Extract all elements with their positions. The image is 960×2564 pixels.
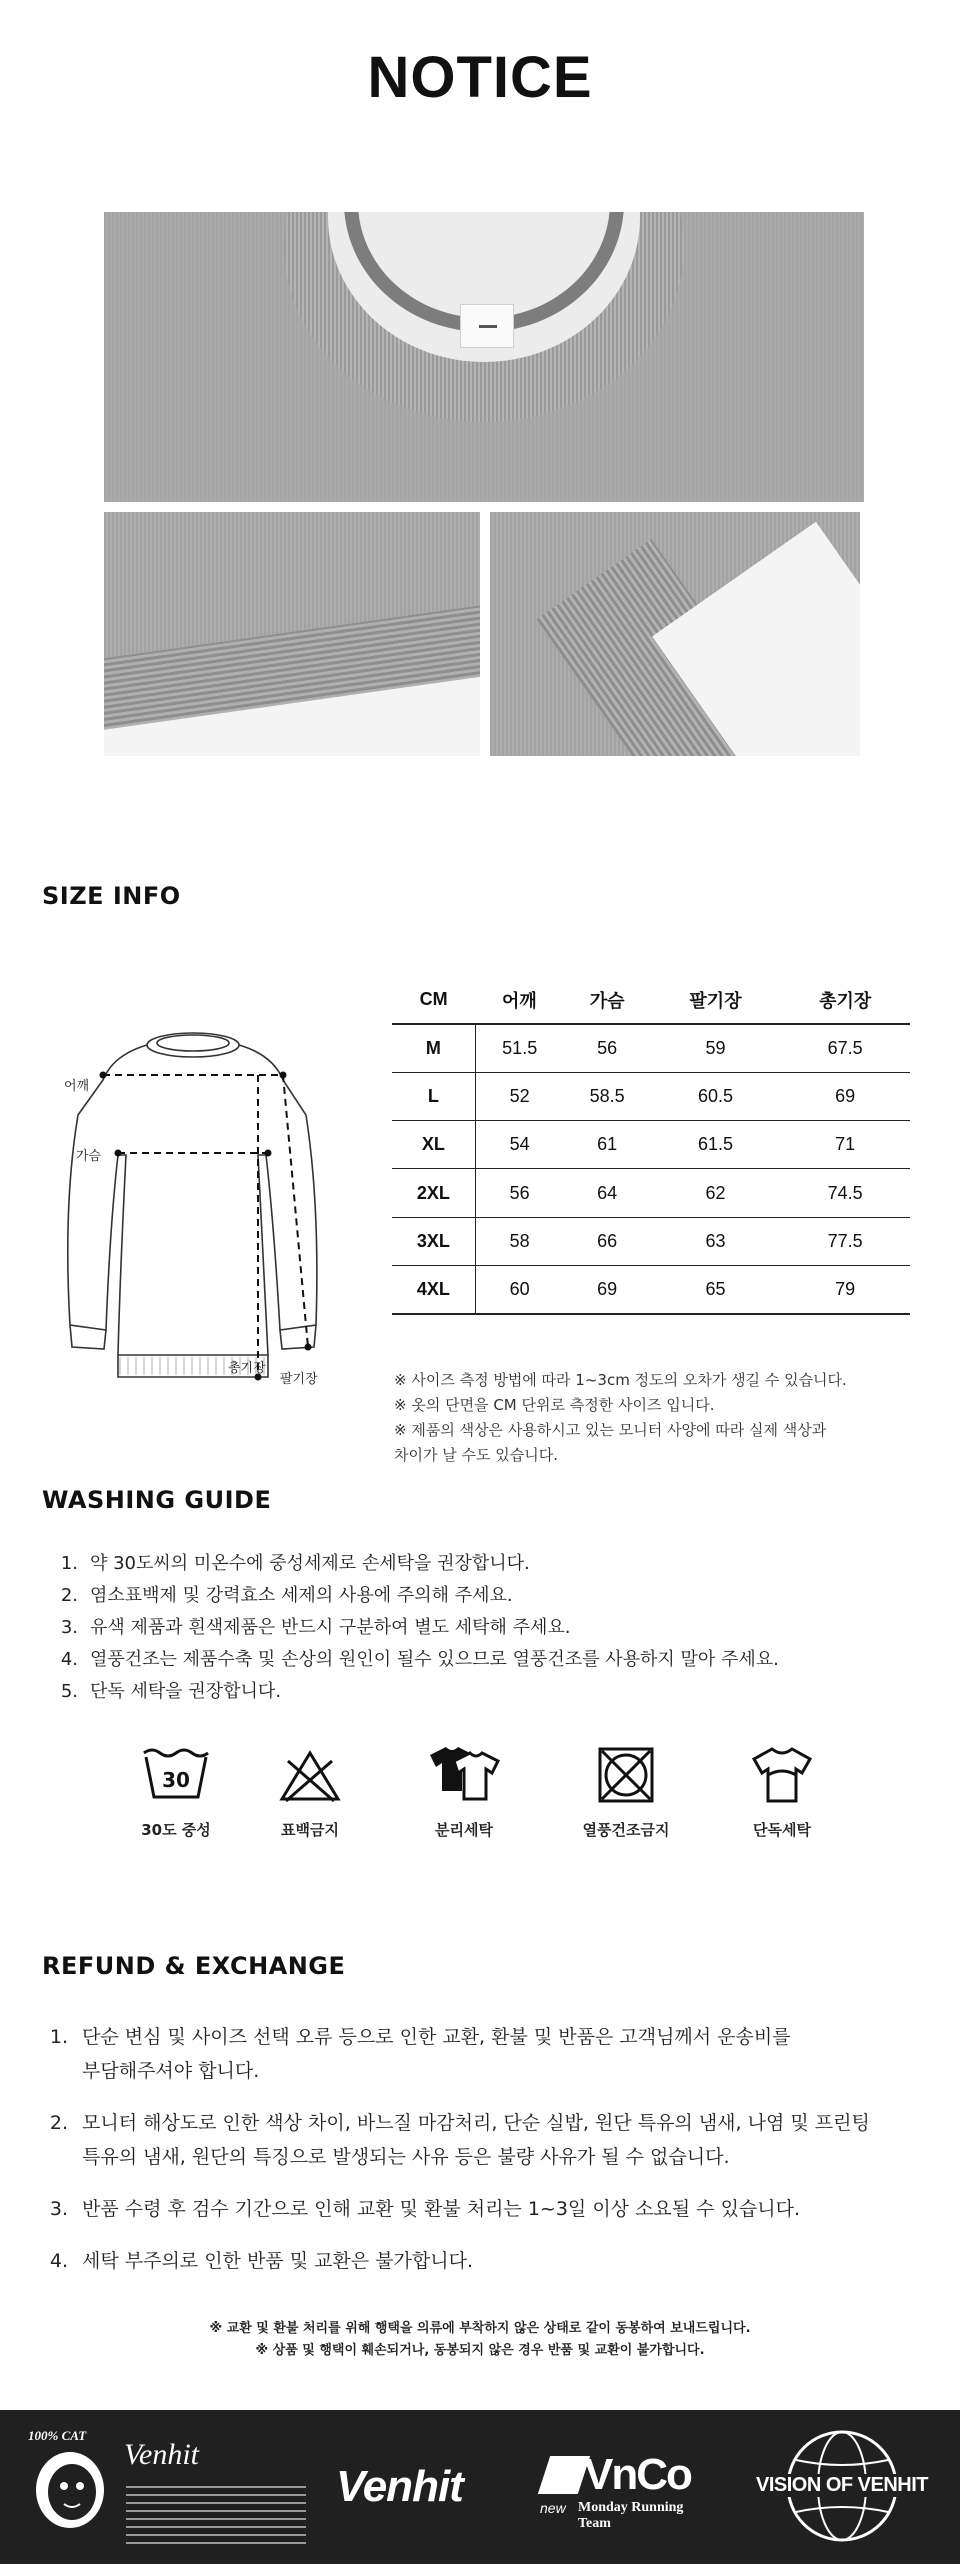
size-table-header-row (392, 976, 910, 1024)
table-cell: 77.5 (780, 1217, 910, 1265)
size-note: 차이가 날 수도 있습니다. (394, 1446, 558, 1464)
list-item: 3. 유색 제품과 흰색제품은 반드시 구분하여 별도 세탁해 주세요. (60, 1617, 571, 1638)
refund-list (40, 2020, 920, 2278)
table-cell: 51.5 (475, 1024, 563, 1072)
refund-exchange-title: REFUND & EXCHANGE (42, 1952, 346, 1980)
table-cell: 71 (780, 1121, 910, 1169)
table-cell: 54 (475, 1121, 563, 1169)
table-cell: 64 (564, 1169, 651, 1217)
cat-portrait-icon (28, 2450, 112, 2536)
neck-label-tag (460, 304, 514, 348)
table-cell: 61.5 (651, 1121, 781, 1169)
vision-of-venhit-logo: VISION OF VENHIT (752, 2426, 932, 2550)
table-cell: 69 (780, 1072, 910, 1120)
diagram-label-shoulder: 어깨 (64, 1079, 90, 1094)
svg-text:30: 30 (162, 1768, 190, 1792)
table-cell: 63 (651, 1217, 781, 1265)
size-label: XL (392, 1121, 475, 1169)
table-cell: 58 (475, 1217, 563, 1265)
table-row (392, 1217, 910, 1265)
table-row (392, 1169, 910, 1217)
table-cell: 79 (780, 1265, 910, 1313)
page-title: NOTICE (367, 45, 593, 110)
list-item: 4. 열풍건조는 제품수축 및 손상의 원인이 될수 있으므로 열풍건조를 사용하지 말아 주세요. (60, 1649, 779, 1670)
brand-footer (0, 2410, 960, 2564)
refund-notes (0, 2318, 960, 2362)
size-label: 3XL (392, 1217, 475, 1265)
table-row (392, 1072, 910, 1120)
size-table-header: CM (392, 976, 475, 1024)
care-item (404, 1745, 524, 1840)
washing-guide-list (50, 1548, 930, 1708)
table-cell: 58.5 (564, 1072, 651, 1120)
table-cell: 60.5 (651, 1072, 781, 1120)
cuff-detail-photo (490, 512, 860, 756)
list-item: 2. 모니터 해상도로 인한 색상 차이, 바느질 마감처리, 단순 실밥, 원단 특유의 냄새, 나염 및 프린팅 특유의 냄새, 원단의 특징으로 발생되는 사유 등은 불량 사유가 될 수 없습니다. (49, 2112, 870, 2168)
size-table-header: 가슴 (564, 976, 651, 1024)
size-note: ※ 제품의 색상은 사용하시고 있는 모니터 사양에 따라 실제 색상과 (394, 1421, 827, 1439)
size-label: 4XL (392, 1265, 475, 1313)
care-label: 표백금지 (281, 1821, 339, 1839)
refund-note: ※ 교환 및 환불 처리를 위해 행택을 의류에 부착하지 않은 상태로 같이 동봉하여 보내드립니다. (209, 2321, 751, 2336)
size-label: 2XL (392, 1169, 475, 1217)
separate-wash-icon (424, 1745, 504, 1805)
logo-badge-text: 100% CAT (28, 2428, 87, 2443)
table-cell: 56 (564, 1024, 651, 1072)
vnco-logo: VnCo new Monday Running Team (540, 2450, 710, 2540)
table-cell: 62 (651, 1169, 781, 1217)
table-cell: 60 (475, 1265, 563, 1313)
care-icons (0, 1745, 960, 1855)
list-item: 1. 약 30도씨의 미온수에 중성세제로 손세탁을 권장합니다. (60, 1553, 530, 1574)
table-cell: 66 (564, 1217, 651, 1265)
size-table (392, 976, 910, 1315)
list-item: 2. 염소표백제 및 강력효소 세제의 사용에 주의해 주세요. (60, 1585, 513, 1606)
table-cell: 69 (564, 1265, 651, 1313)
no-bleach-icon (278, 1745, 342, 1805)
size-note: ※ 사이즈 측정 방법에 따라 1~3cm 정도의 오차가 생길 수 있습니다. (394, 1371, 847, 1389)
size-table-header: 팔기장 (651, 976, 781, 1024)
sweatshirt-outline-icon (58, 1025, 338, 1405)
hem-detail-photo (104, 512, 480, 756)
care-item (722, 1745, 842, 1840)
single-wash-icon (750, 1745, 814, 1805)
care-item (566, 1745, 686, 1840)
care-label: 단독세탁 (753, 1821, 811, 1839)
care-item (116, 1745, 236, 1840)
size-notes (394, 1368, 914, 1468)
table-cell: 74.5 (780, 1169, 910, 1217)
diagram-label-sleeve: 팔기장 (280, 1372, 318, 1387)
diagram-label-chest: 가슴 (76, 1149, 102, 1164)
table-cell: 61 (564, 1121, 651, 1169)
table-cell: 65 (651, 1265, 781, 1313)
venhit-logo: Venhit (336, 2462, 463, 2511)
table-cell: 56 (475, 1169, 563, 1217)
no-tumble-dry-icon (594, 1745, 658, 1805)
list-item: 4. 세탁 부주의로 인한 반품 및 교환은 불가합니다. (49, 2250, 474, 2272)
list-item: 1. 단순 변심 및 사이즈 선택 오류 등으로 인한 교환, 환불 및 반품은 고객님께서 운송비를 부담해주셔야 합니다. (49, 2026, 791, 2082)
size-note: ※ 옷의 단면을 CM 단위로 측정한 사이즈 입니다. (394, 1396, 715, 1414)
size-info-title: SIZE INFO (42, 882, 181, 910)
refund-note: ※ 상품 및 행택이 훼손되거나, 동봉되지 않은 경우 반품 및 교환이 불가합니다. (255, 2343, 705, 2358)
list-item: 5. 단독 세탁을 권장합니다. (60, 1681, 282, 1702)
table-cell: 59 (651, 1024, 781, 1072)
care-item (250, 1745, 370, 1840)
list-item: 3. 반품 수령 후 검수 기간으로 인해 교환 및 환불 처리는 1~3일 이상 소요될 수 있습니다. (49, 2198, 801, 2220)
collar-detail-photo (104, 212, 864, 502)
size-table-header: 총기장 (780, 976, 910, 1024)
washing-guide-title: WASHING GUIDE (42, 1486, 272, 1514)
size-label: M (392, 1024, 475, 1072)
size-table-header: 어깨 (475, 976, 563, 1024)
table-row (392, 1024, 910, 1072)
venhit-cat-logo (28, 2428, 318, 2548)
table-cell: 67.5 (780, 1024, 910, 1072)
care-label: 30도 중성 (141, 1821, 211, 1839)
sweatshirt-measurement-diagram (58, 1025, 338, 1405)
wash-30-icon (140, 1745, 212, 1805)
table-row (392, 1265, 910, 1313)
table-row (392, 1121, 910, 1169)
table-cell: 52 (475, 1072, 563, 1120)
care-label: 분리세탁 (435, 1821, 493, 1839)
care-label: 열풍건조금지 (582, 1821, 670, 1839)
logo-brand-text: Venhit (124, 2438, 199, 2471)
size-label: L (392, 1072, 475, 1120)
diagram-label-total-length: 총기장 (228, 1361, 266, 1376)
